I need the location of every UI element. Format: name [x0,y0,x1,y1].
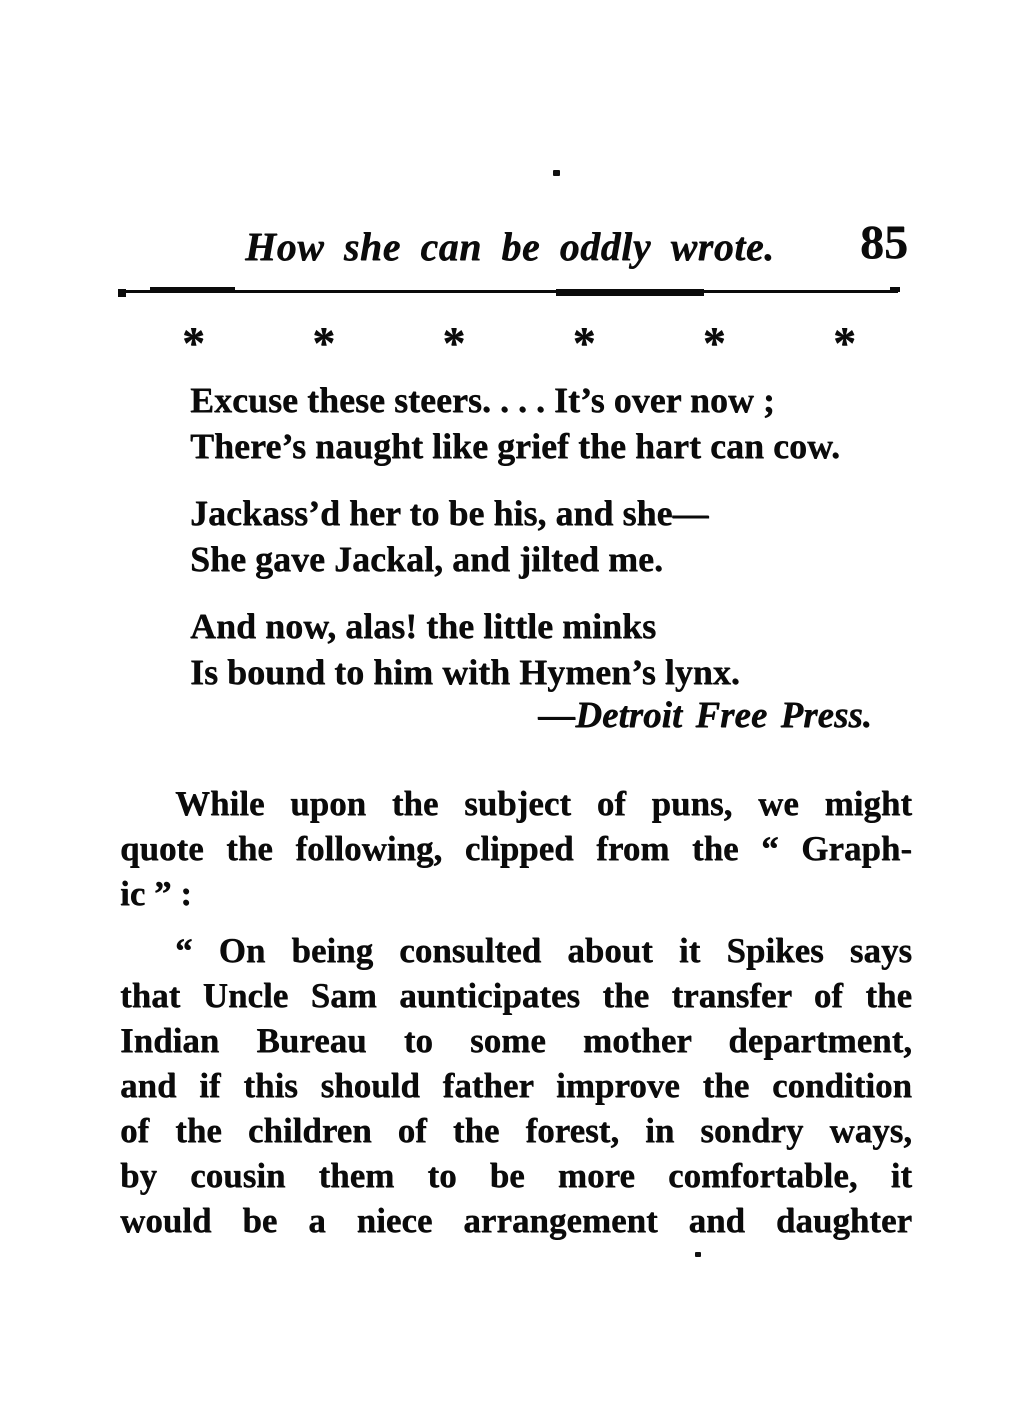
paragraph-line: Indian Bureau to some mother department, [120,1021,912,1060]
paragraph-line: ic ” : [120,874,192,913]
poem-line: There’s naught like grief the hart can cow. [190,426,840,466]
paragraph-line: “ On being consulted about it Spikes says [175,931,912,970]
stray-ink-dot-top [553,170,560,176]
asterisk-icon: * [442,317,466,368]
page-number: 85 [860,216,908,269]
paragraph-line: and if this should father improve the condition [120,1066,912,1105]
poem-stanza [190,490,708,582]
poem-stanza [190,603,740,695]
poem-line: Excuse these steers. . . . It’s over now ; [190,380,775,420]
paragraph-line: While upon the subject of puns, we might [175,784,912,823]
rule-end-mark-left [118,289,126,297]
stray-ink-dot-bottom [695,1252,701,1257]
paragraph-line: by cousin them to be more comfortable, it [120,1156,912,1195]
paragraph [120,928,912,1243]
paragraph [120,781,912,916]
asterisk-icon: * [702,317,726,368]
paragraph-line: that Uncle Sam aunticipates the transfer of the [120,976,912,1015]
asterisk-separator [182,317,856,368]
poem-line: Jackass’d her to be his, and she— [190,493,709,533]
paragraph-line: would be a niece arrangement and daughter [120,1201,912,1240]
separator-rule [122,290,898,293]
rule-end-mark-right [890,287,900,292]
running-title: How she can be oddly wrote. [245,224,775,269]
asterisk-icon: * [312,317,336,368]
paragraph-line: quote the following, clipped from the “ Graph- [120,829,912,868]
rule-thick-segment-mid [556,289,704,296]
poem-attribution: —Detroit Free Press. [538,695,872,736]
poem-line: Is bound to him with Hymen’s lynx. [190,652,740,692]
asterisk-icon: * [572,317,596,368]
poem-stanza [190,377,840,469]
asterisk-icon: * [182,317,205,368]
rule-thick-segment-left [150,287,235,293]
poem-line: She gave Jackal, and jilted me. [190,539,663,579]
asterisk-icon: * [832,317,856,368]
poem-line: And now, alas! the little minks [190,606,657,646]
paragraph-line: of the children of the forest, in sondry ways, [120,1111,912,1150]
